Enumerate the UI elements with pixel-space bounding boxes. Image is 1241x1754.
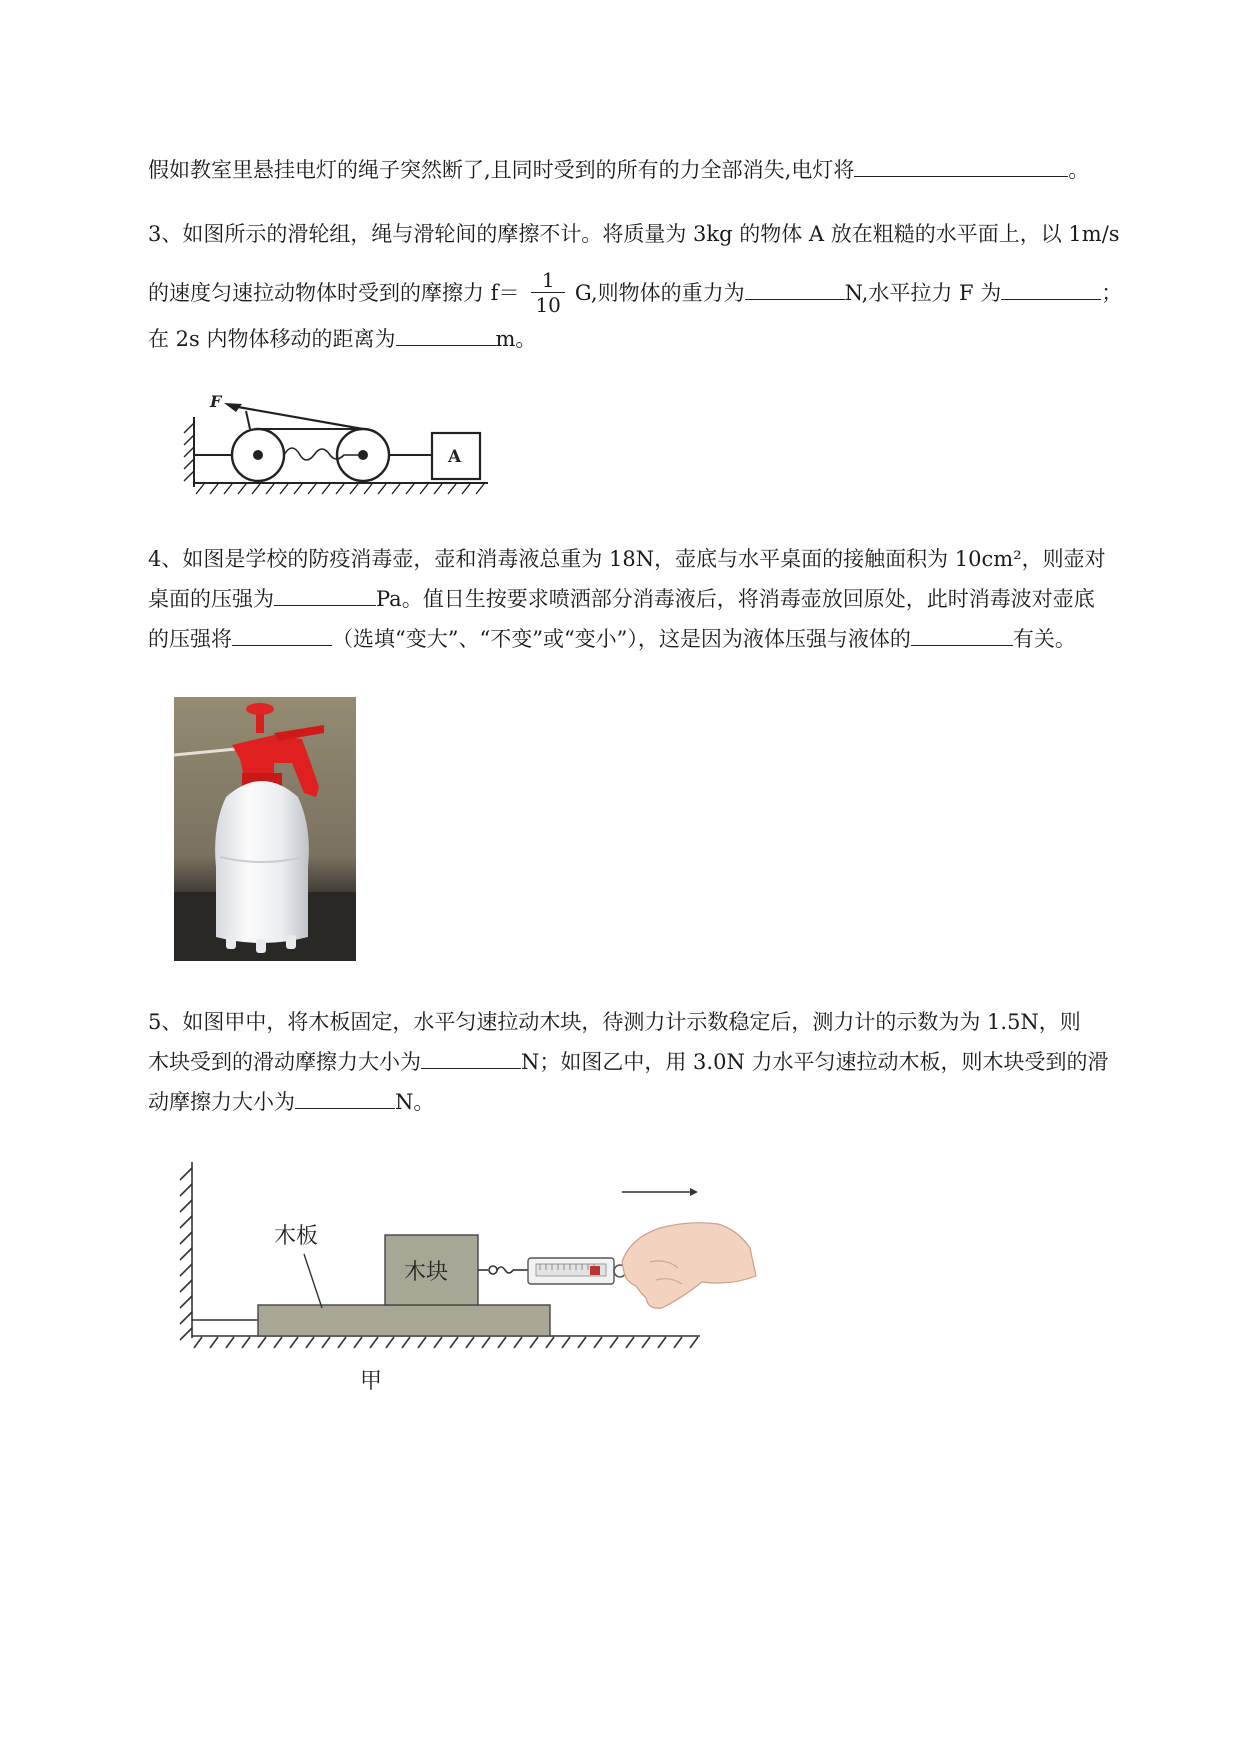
spray-bottle-photo bbox=[174, 697, 356, 961]
q3-text-3a: 在 2s 内物体移动的距离为 bbox=[148, 327, 396, 351]
q5-friction-blank-2[interactable] bbox=[295, 1088, 395, 1109]
q4-factor-blank[interactable] bbox=[911, 625, 1013, 646]
q4-line1 bbox=[148, 545, 1106, 573]
friction-experiment-figure bbox=[170, 1158, 780, 1398]
q3-line3 bbox=[148, 325, 536, 353]
q3-gravity-blank[interactable] bbox=[745, 279, 845, 300]
q4-line3 bbox=[148, 625, 1076, 653]
q3-text-2c: N,水平拉力 F 为 bbox=[844, 281, 1002, 305]
q2-answer-blank[interactable] bbox=[854, 156, 1068, 177]
q5-text-3b: N。 bbox=[395, 1090, 435, 1114]
q5-text-3a: 动摩擦力大小为 bbox=[148, 1090, 295, 1114]
q4-text-3c: 有关。 bbox=[1012, 627, 1076, 651]
q5-line3 bbox=[148, 1088, 434, 1116]
q4-pressure-blank[interactable] bbox=[274, 585, 376, 606]
q4-text-1: 4、如图是学校的防疫消毒壶，壶和消毒液总重为 18N，壶底与水平桌面的接触面积为 10cm²，则壶对 bbox=[148, 547, 1106, 571]
q4-change-blank[interactable] bbox=[232, 625, 332, 646]
q5-friction-blank-1[interactable] bbox=[421, 1048, 521, 1069]
q5-text-2a: 木块受到的滑动摩擦力大小为 bbox=[148, 1050, 421, 1074]
q2-text: 假如教室里悬挂电灯的绳子突然断了,且同时受到的所有的力全部消失,电灯将 bbox=[148, 158, 855, 182]
q4-line2 bbox=[148, 585, 1095, 613]
block-label: 木块 bbox=[404, 1260, 449, 1285]
q3-distance-blank[interactable] bbox=[396, 325, 496, 346]
q4-text-3a: 的压强将 bbox=[148, 627, 232, 651]
q5-line1 bbox=[148, 1008, 1081, 1036]
q2-end: 。 bbox=[1068, 158, 1090, 182]
q4-text-2a: 桌面的压强为 bbox=[148, 587, 274, 611]
pulley-system-figure bbox=[180, 395, 500, 505]
q3-text-2a: 的速度匀速拉动物体时受到的摩擦力 f＝ bbox=[148, 281, 520, 305]
q3-fraction bbox=[531, 268, 564, 317]
q3-text-3b: m。 bbox=[495, 327, 537, 351]
block-a-label: A bbox=[448, 447, 462, 467]
q3-text-2d: ； bbox=[1101, 281, 1123, 305]
wooden-board bbox=[258, 1305, 550, 1336]
q3-text-1: 3、如图所示的滑轮组，绳与滑轮间的摩擦不计。将质量为 3kg 的物体 A 放在粗糙的水平面上，以 1m/s bbox=[148, 222, 1120, 246]
q4-text-3b: （选填“变大”、“不变”或“变小”），这是因为液体压强与液体的 bbox=[332, 627, 911, 651]
q4-text-2b: Pa。值日生按要求喷洒部分消毒液后，将消毒壶放回原处，此时消毒波对壶底 bbox=[376, 587, 1095, 611]
q2-line bbox=[148, 156, 1089, 184]
q3-fraction-numerator: 1 bbox=[531, 268, 564, 293]
q3-force-blank[interactable] bbox=[1001, 279, 1101, 300]
q3-line2 bbox=[148, 270, 1122, 319]
q5-text-2b: N；如图乙中，用 3.0N 力水平匀速拉动木板，则木块受到的滑 bbox=[521, 1050, 1109, 1074]
figure-caption: 甲 bbox=[360, 1369, 383, 1394]
q3-line1 bbox=[148, 220, 1120, 248]
force-label: F bbox=[210, 395, 222, 411]
q3-text-2b: G,则物体的重力为 bbox=[574, 281, 745, 305]
q5-text-1: 5、如图甲中，将木板固定，水平匀速拉动木块，待测力计示数稳定后，测力计的示数为为 1.5N，则 bbox=[148, 1010, 1081, 1034]
q3-fraction-denominator: 10 bbox=[535, 293, 561, 317]
q5-line2 bbox=[148, 1048, 1109, 1076]
hand bbox=[622, 1223, 756, 1309]
board-label: 木板 bbox=[274, 1224, 319, 1249]
